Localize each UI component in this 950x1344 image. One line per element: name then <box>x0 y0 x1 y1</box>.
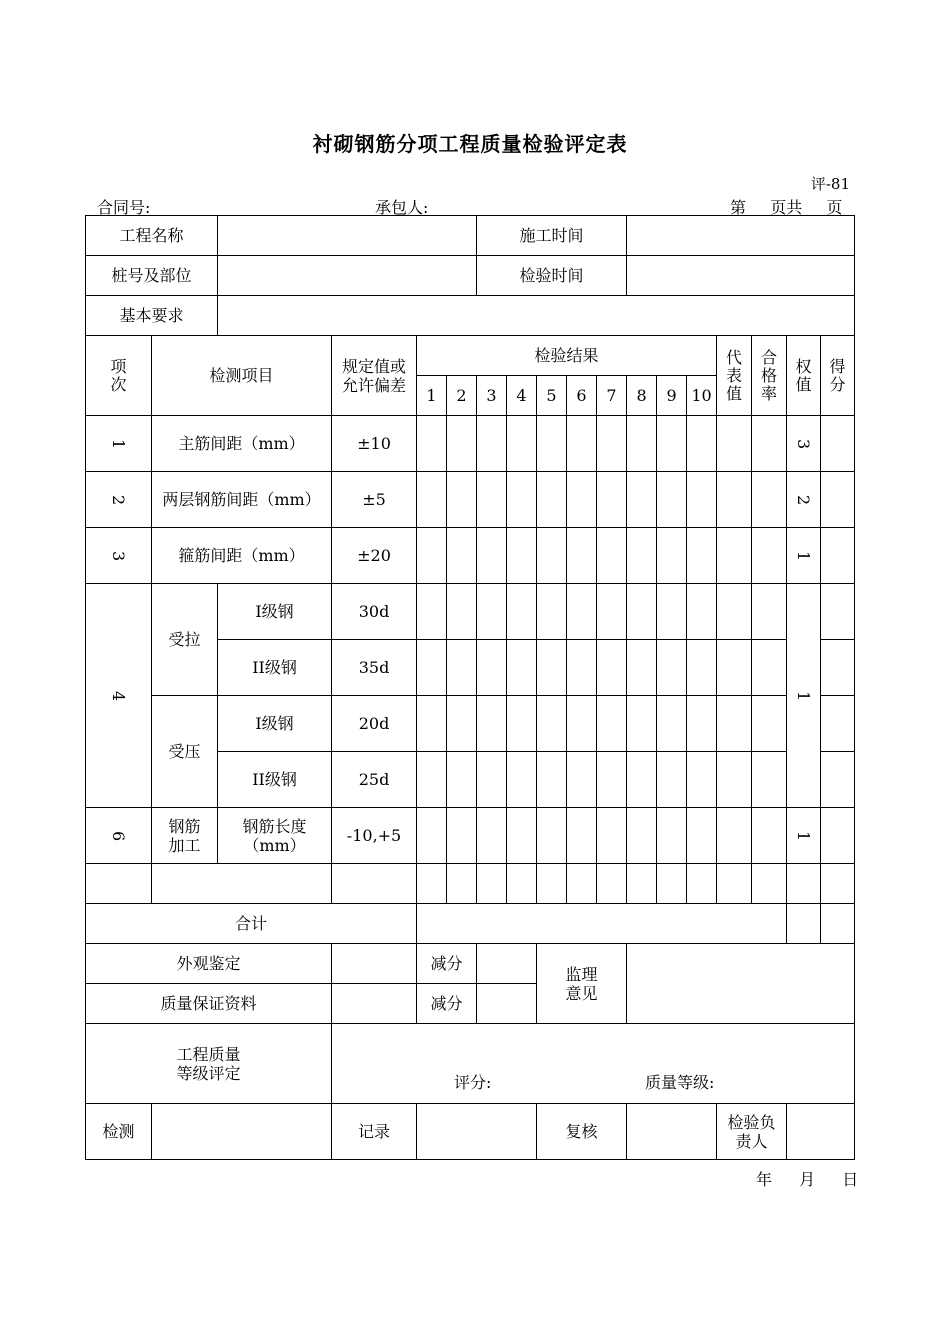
score-cell[interactable] <box>821 752 855 808</box>
pass-rate-cell[interactable] <box>752 472 787 528</box>
row-no: 3 <box>86 528 152 584</box>
result-cell[interactable] <box>507 752 537 808</box>
table-row <box>86 416 855 472</box>
result-cell[interactable] <box>447 640 477 696</box>
score-cell[interactable] <box>821 416 855 472</box>
result-cell[interactable] <box>417 752 447 808</box>
result-cell[interactable] <box>567 416 597 472</box>
steel-grade: II级钢 <box>218 640 332 696</box>
result-cell[interactable] <box>447 864 477 904</box>
result-cell[interactable] <box>417 640 447 696</box>
result-cell[interactable] <box>447 472 477 528</box>
result-cell[interactable] <box>657 528 687 584</box>
date-line <box>756 1167 880 1190</box>
rebar-processing-label: 钢筋 加工 <box>152 808 218 864</box>
result-cell[interactable] <box>567 752 597 808</box>
result-num: 2 <box>447 376 477 416</box>
table-row <box>86 864 855 904</box>
result-cell[interactable] <box>417 808 447 864</box>
score-cell[interactable] <box>821 696 855 752</box>
result-cell[interactable] <box>597 808 627 864</box>
weight-cell[interactable] <box>787 864 821 904</box>
weight-cell: 1 <box>787 528 821 584</box>
total-row <box>86 904 855 944</box>
row-spec: ±10 <box>332 416 417 472</box>
grade-eval-field[interactable] <box>332 1024 855 1104</box>
row-no: 6 <box>86 808 152 864</box>
result-cell[interactable] <box>477 696 507 752</box>
row-no: 1 <box>86 416 152 472</box>
empty-cell[interactable] <box>152 864 332 904</box>
weight-cell: 2 <box>787 472 821 528</box>
row-spec: 25d <box>332 752 417 808</box>
result-cell[interactable] <box>567 584 597 640</box>
result-cell[interactable] <box>507 640 537 696</box>
item-header: 检测项目 <box>152 336 332 416</box>
result-num: 3 <box>477 376 507 416</box>
steel-grade: II级钢 <box>218 752 332 808</box>
score-cell[interactable] <box>821 808 855 864</box>
result-cell[interactable] <box>687 472 717 528</box>
steel-grade: I级钢 <box>218 584 332 640</box>
result-cell[interactable] <box>447 808 477 864</box>
result-cell[interactable] <box>477 640 507 696</box>
compression-label: 受压 <box>152 696 218 808</box>
tension-label: 受拉 <box>152 584 218 696</box>
result-cell[interactable] <box>447 416 477 472</box>
result-cell[interactable] <box>537 696 567 752</box>
result-cell[interactable] <box>657 416 687 472</box>
result-cell[interactable] <box>687 752 717 808</box>
rep-value-cell[interactable] <box>717 640 752 696</box>
result-cell[interactable] <box>597 416 627 472</box>
result-cell[interactable] <box>567 472 597 528</box>
result-cell[interactable] <box>447 584 477 640</box>
result-cell[interactable] <box>657 584 687 640</box>
record-label: 记录 <box>332 1104 417 1160</box>
quality-docs-label: 质量保证资料 <box>86 984 332 1024</box>
result-cell[interactable] <box>567 696 597 752</box>
result-num: 4 <box>507 376 537 416</box>
rep-value-cell[interactable] <box>717 584 752 640</box>
result-cell[interactable] <box>597 472 627 528</box>
table-row <box>86 808 855 864</box>
pass-rate-cell[interactable] <box>752 752 787 808</box>
appearance-field[interactable] <box>332 944 417 984</box>
result-cell[interactable] <box>627 640 657 696</box>
station-part-label: 桩号及部位 <box>86 256 218 296</box>
pass-rate-cell[interactable] <box>752 528 787 584</box>
contract-label: 合同号: <box>97 198 151 217</box>
score-cell[interactable] <box>821 528 855 584</box>
result-cell[interactable] <box>477 416 507 472</box>
rep-value-cell[interactable] <box>717 472 752 528</box>
total-weight[interactable] <box>787 904 821 944</box>
rep-value-cell[interactable] <box>717 808 752 864</box>
result-cell[interactable] <box>477 472 507 528</box>
result-cell[interactable] <box>417 416 447 472</box>
weight-cell: 1 <box>787 808 821 864</box>
steel-grade: I级钢 <box>218 696 332 752</box>
result-cell[interactable] <box>627 808 657 864</box>
pass-rate-cell[interactable] <box>752 584 787 640</box>
quality-docs-field[interactable] <box>332 984 417 1024</box>
result-cell[interactable] <box>657 472 687 528</box>
deduct-field[interactable] <box>477 984 537 1024</box>
result-cell[interactable] <box>477 808 507 864</box>
result-num: 7 <box>597 376 627 416</box>
result-cell[interactable] <box>597 696 627 752</box>
result-cell[interactable] <box>537 640 567 696</box>
review-label: 复核 <box>537 1104 627 1160</box>
results-header: 检验结果 <box>417 336 717 376</box>
result-cell[interactable] <box>507 416 537 472</box>
result-cell[interactable] <box>627 864 657 904</box>
result-cell[interactable] <box>597 752 627 808</box>
result-cell[interactable] <box>687 864 717 904</box>
result-cell[interactable] <box>657 696 687 752</box>
result-cell[interactable] <box>627 752 657 808</box>
result-cell[interactable] <box>687 808 717 864</box>
result-cell[interactable] <box>567 808 597 864</box>
construction-time-field[interactable] <box>627 216 855 256</box>
pass-rate-cell[interactable] <box>752 864 787 904</box>
year-label: 年 <box>756 1170 773 1189</box>
project-name-label: 工程名称 <box>86 216 218 256</box>
result-cell[interactable] <box>687 696 717 752</box>
rep-value-cell[interactable] <box>717 864 752 904</box>
result-cell[interactable] <box>657 808 687 864</box>
result-num: 10 <box>687 376 717 416</box>
result-cell[interactable] <box>567 864 597 904</box>
result-cell[interactable] <box>657 752 687 808</box>
pass-rate-cell[interactable] <box>752 696 787 752</box>
result-cell[interactable] <box>507 864 537 904</box>
weight-cell: 3 <box>787 416 821 472</box>
form-number: 评-81 <box>810 175 850 193</box>
result-cell[interactable] <box>567 640 597 696</box>
supervision-field[interactable] <box>627 944 855 1024</box>
evaluation-table <box>85 215 855 1160</box>
score-cell[interactable] <box>821 584 855 640</box>
result-cell[interactable] <box>537 416 567 472</box>
result-cell[interactable] <box>627 696 657 752</box>
result-cell[interactable] <box>507 808 537 864</box>
table-row <box>86 472 855 528</box>
inspection-time-label: 检验时间 <box>477 256 627 296</box>
result-cell[interactable] <box>447 752 477 808</box>
leader-label: 检验负 责人 <box>717 1104 787 1160</box>
month-label: 月 <box>799 1170 816 1189</box>
result-cell[interactable] <box>507 584 537 640</box>
result-cell[interactable] <box>537 584 567 640</box>
rep-value-cell[interactable] <box>717 416 752 472</box>
rep-value-cell[interactable] <box>717 752 752 808</box>
supervision-label: 监理 意见 <box>537 944 627 1024</box>
basic-req-field[interactable] <box>218 296 855 336</box>
result-cell[interactable] <box>687 416 717 472</box>
result-num: 5 <box>537 376 567 416</box>
weight-header: 权值 <box>787 336 821 416</box>
score-label: 评分: <box>454 1073 492 1092</box>
table-row <box>86 528 855 584</box>
result-cell[interactable] <box>537 808 567 864</box>
row-item: 两层钢筋间距（mm） <box>152 472 332 528</box>
result-cell[interactable] <box>687 584 717 640</box>
result-num: 6 <box>567 376 597 416</box>
result-cell[interactable] <box>417 864 447 904</box>
rep-value-header: 代表值 <box>717 336 752 416</box>
record-field[interactable] <box>417 1104 537 1160</box>
result-cell[interactable] <box>447 528 477 584</box>
result-cell[interactable] <box>477 864 507 904</box>
score-cell[interactable] <box>821 472 855 528</box>
total-field[interactable] <box>417 904 787 944</box>
result-cell[interactable] <box>447 696 477 752</box>
result-cell[interactable] <box>597 640 627 696</box>
leader-field[interactable] <box>787 1104 855 1160</box>
level-label: 质量等级: <box>645 1073 715 1092</box>
result-num: 1 <box>417 376 447 416</box>
row-spec: 35d <box>332 640 417 696</box>
result-cell[interactable] <box>417 528 447 584</box>
pass-rate-cell[interactable] <box>752 808 787 864</box>
deduct-label: 减分 <box>417 984 477 1024</box>
result-cell[interactable] <box>627 416 657 472</box>
empty-cell[interactable] <box>86 864 152 904</box>
appearance-label: 外观鉴定 <box>86 944 332 984</box>
project-name-field[interactable] <box>218 216 477 256</box>
result-cell[interactable] <box>687 528 717 584</box>
item-no-header: 项次 <box>86 336 152 416</box>
row-item: 箍筋间距（mm） <box>152 528 332 584</box>
row-spec: 30d <box>332 584 417 640</box>
row-spec: 20d <box>332 696 417 752</box>
deduct-field[interactable] <box>477 944 537 984</box>
result-cell[interactable] <box>567 528 597 584</box>
inspect-label: 检测 <box>86 1104 152 1160</box>
row-no: 4 <box>86 584 152 808</box>
result-cell[interactable] <box>537 864 567 904</box>
table-row <box>86 696 855 752</box>
result-cell[interactable] <box>537 752 567 808</box>
spec-header: 规定值或 允许偏差 <box>332 336 417 416</box>
review-field[interactable] <box>627 1104 717 1160</box>
contractor-label: 承包人: <box>375 198 429 217</box>
result-cell[interactable] <box>537 472 567 528</box>
result-num: 9 <box>657 376 687 416</box>
total-label: 合计 <box>86 904 417 944</box>
basic-req-label: 基本要求 <box>86 296 218 336</box>
rep-value-cell[interactable] <box>717 528 752 584</box>
page-label-1: 第 <box>730 198 747 217</box>
score-header: 得分 <box>821 336 855 416</box>
page-label-2: 页共 <box>770 198 803 217</box>
result-cell[interactable] <box>627 472 657 528</box>
result-cell[interactable] <box>597 584 627 640</box>
result-cell[interactable] <box>627 528 657 584</box>
result-cell[interactable] <box>507 696 537 752</box>
deduct-label: 减分 <box>417 944 477 984</box>
day-label: 日 <box>842 1170 859 1189</box>
pass-rate-header: 合格率 <box>752 336 787 416</box>
result-cell[interactable] <box>507 472 537 528</box>
result-cell[interactable] <box>507 528 537 584</box>
result-cell[interactable] <box>627 584 657 640</box>
inspection-time-field[interactable] <box>627 256 855 296</box>
page-title: 衬砌钢筋分项工程质量检验评定表 <box>312 132 628 156</box>
weight-cell: 1 <box>787 584 821 808</box>
result-cell[interactable] <box>417 584 447 640</box>
rebar-length-label: 钢筋长度 （mm） <box>218 808 332 864</box>
result-cell[interactable] <box>477 752 507 808</box>
row-no: 2 <box>86 472 152 528</box>
result-cell[interactable] <box>687 640 717 696</box>
row-spec: -10,+5 <box>332 808 417 864</box>
result-cell[interactable] <box>417 472 447 528</box>
result-cell[interactable] <box>477 528 507 584</box>
result-cell[interactable] <box>657 864 687 904</box>
page-label-3: 页 <box>826 198 843 217</box>
table-row <box>86 584 855 640</box>
construction-time-label: 施工时间 <box>477 216 627 256</box>
score-cell[interactable] <box>821 640 855 696</box>
result-cell[interactable] <box>477 584 507 640</box>
grade-eval-label: 工程质量 等级评定 <box>86 1024 332 1104</box>
pass-rate-cell[interactable] <box>752 640 787 696</box>
row-spec: ±20 <box>332 528 417 584</box>
row-spec: ±5 <box>332 472 417 528</box>
score-cell[interactable] <box>821 864 855 904</box>
result-cell[interactable] <box>597 528 627 584</box>
result-cell[interactable] <box>597 864 627 904</box>
station-part-field[interactable] <box>218 256 477 296</box>
row-item: 主筋间距（mm） <box>152 416 332 472</box>
result-cell[interactable] <box>537 528 567 584</box>
empty-cell[interactable] <box>332 864 417 904</box>
result-num: 8 <box>627 376 657 416</box>
result-cell[interactable] <box>417 696 447 752</box>
result-cell[interactable] <box>657 640 687 696</box>
rep-value-cell[interactable] <box>717 696 752 752</box>
pass-rate-cell[interactable] <box>752 416 787 472</box>
total-score[interactable] <box>821 904 855 944</box>
inspect-field[interactable] <box>152 1104 332 1160</box>
